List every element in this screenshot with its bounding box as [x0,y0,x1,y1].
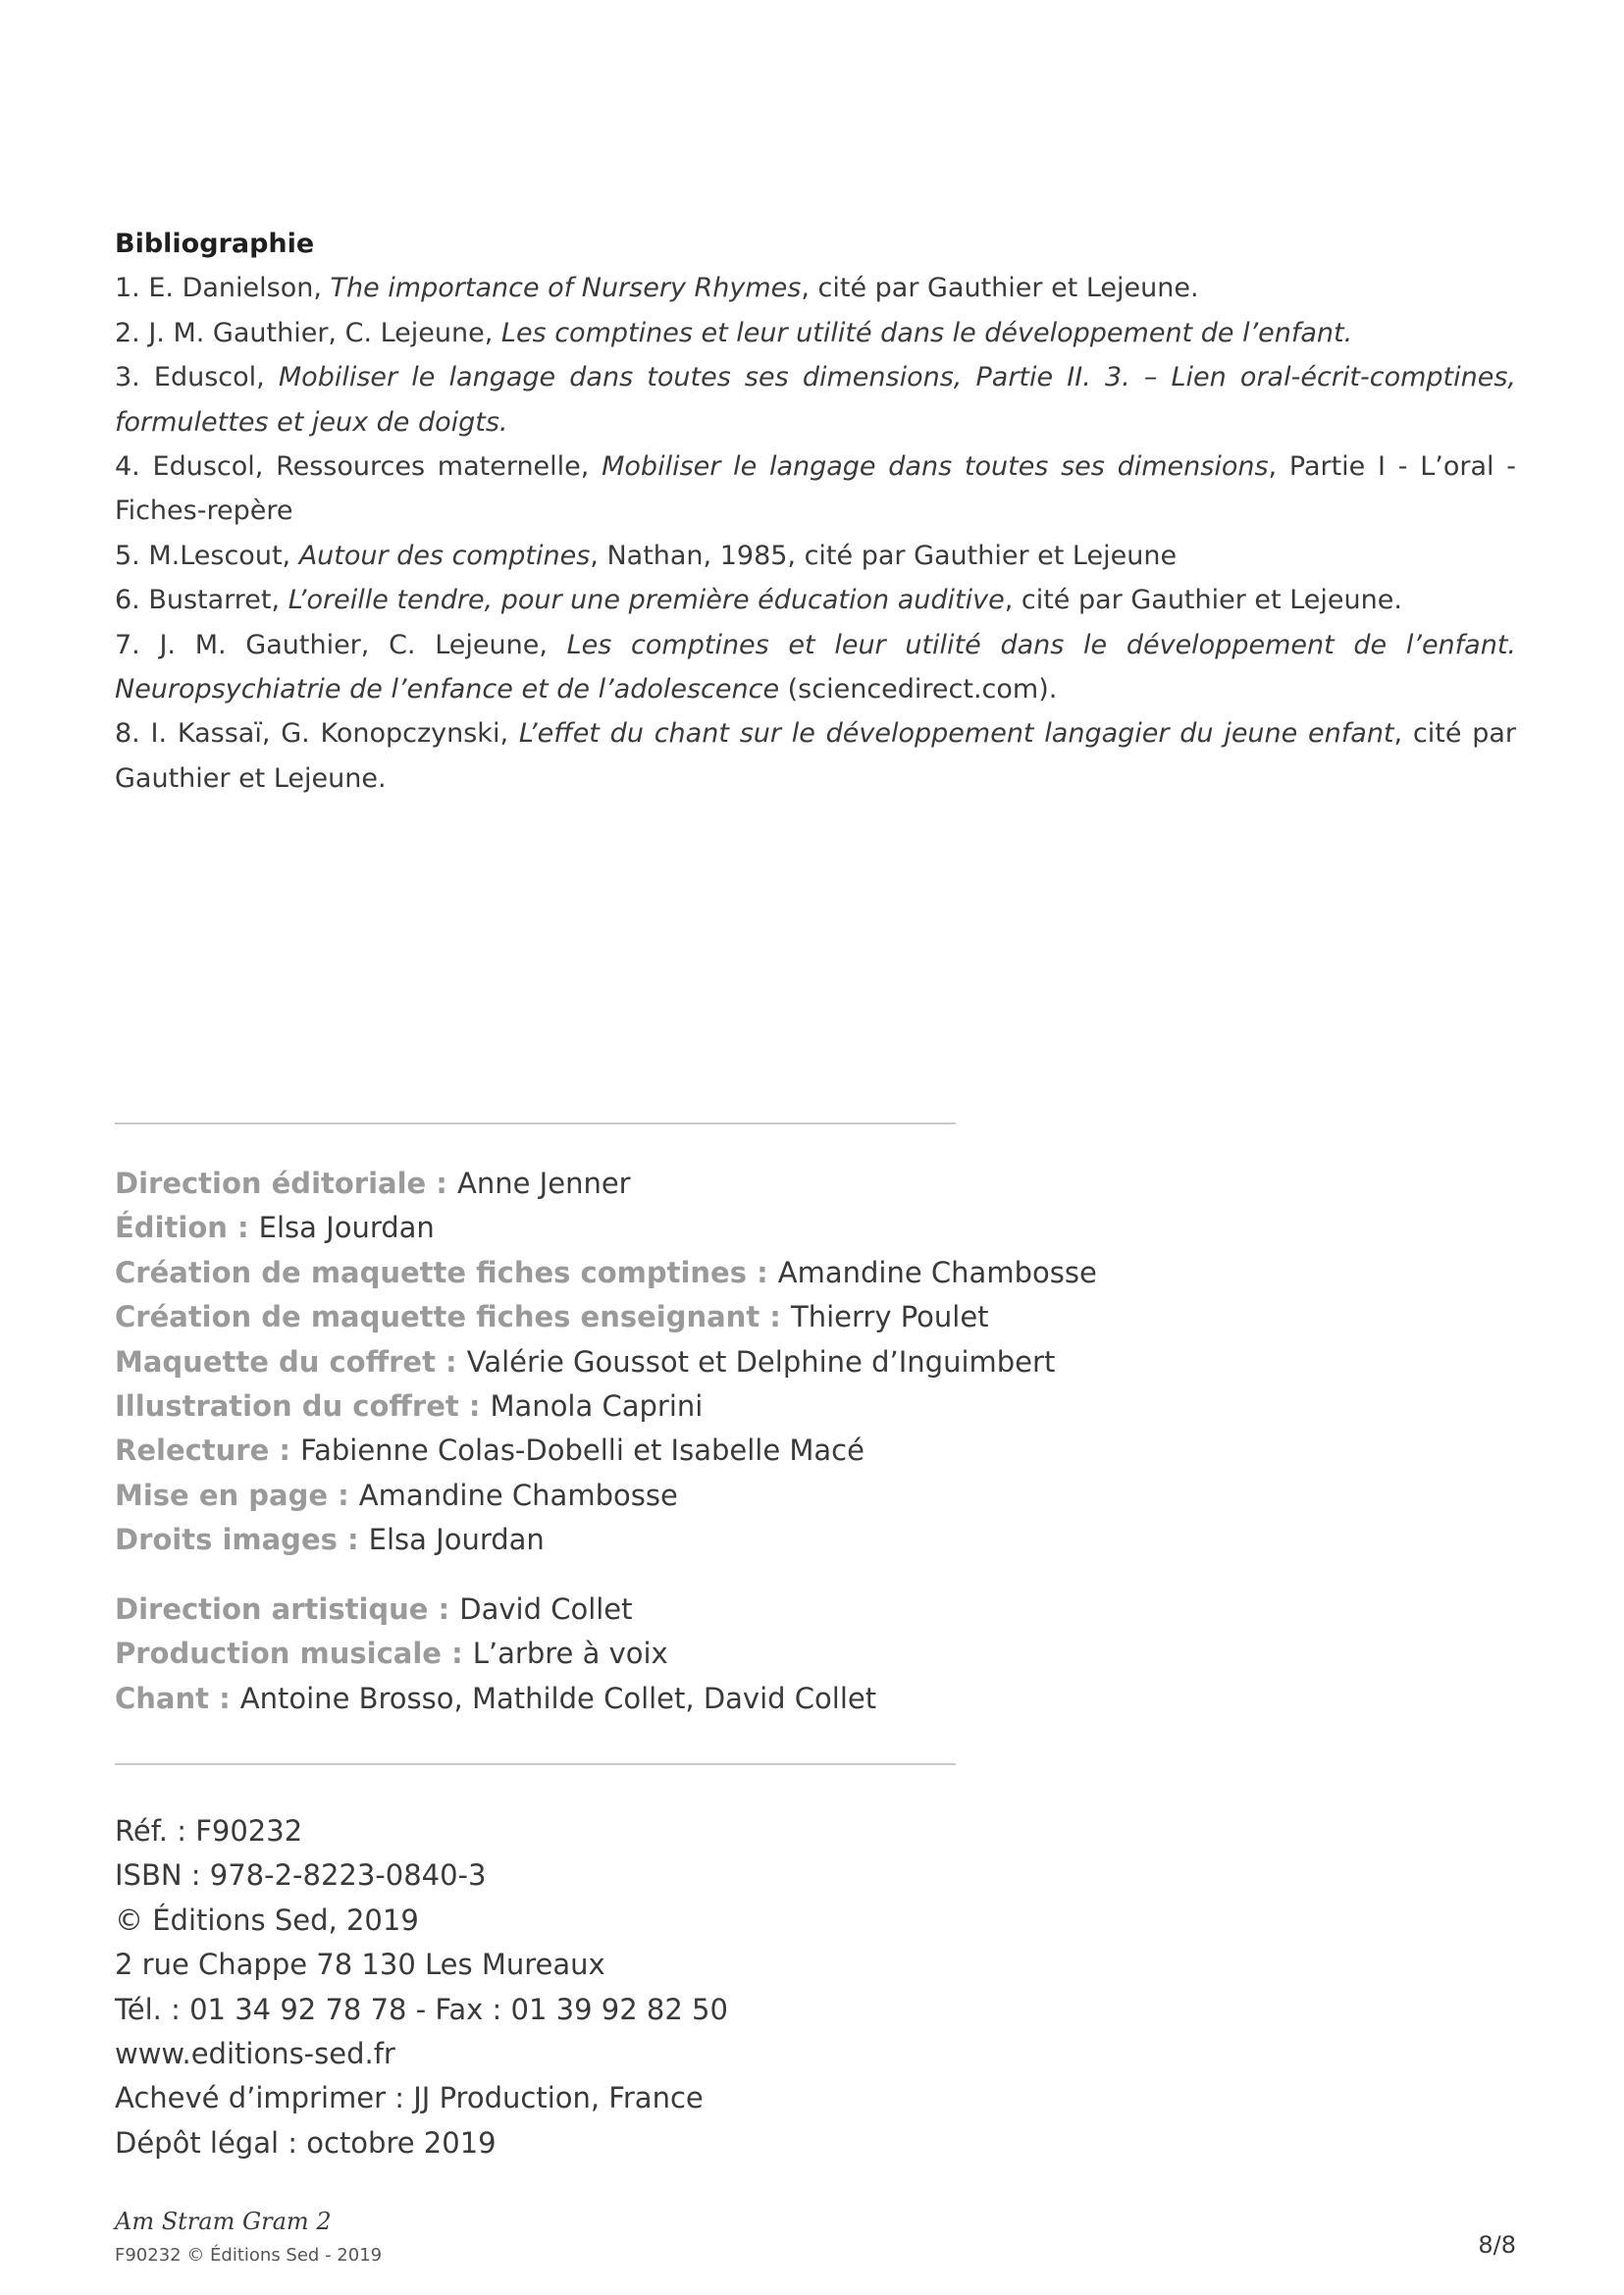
credit-line [115,1206,1194,1250]
bibliography-work-title: Les comptines et leur utilité dans le développement de l’enfant. Neuropsychiatrie de l’enfance et de l’adolescence [115,629,1516,705]
bibliography-author: 6. Bustarret, [115,585,288,616]
divider [115,1122,956,1124]
credit-label: Création de maquette fiches comptines : [115,1255,778,1289]
bibliography-work-title: Mobiliser le langage dans toutes ses dimensions [602,451,1269,483]
bibliography-author: 1. E. Danielson, [115,273,331,304]
credit-line [115,1384,1194,1429]
credit-line [115,1632,1194,1676]
credit-line [115,1677,1194,1721]
bibliography-title: Bibliographie [115,229,315,259]
bibliography-author: 3. Eduscol, [115,362,279,393]
bibliography-source: , Nathan, 1985, cité par Gauthier et Lejeune [590,540,1178,571]
bibliography-work-title: The importance of Nursery Rhymes [330,273,802,304]
credit-label: Édition : [115,1211,259,1245]
footer-title: Am Stram Gram 2 [115,2208,332,2235]
bibliography-author: 8. I. Kassaï, G. Konopczynski, [115,718,519,750]
bibliography-work-title: Autour des comptines [298,540,591,571]
bibliography-item [115,534,1516,578]
imprint-line: ISBN : 978-2-8223-0840-3 [115,1858,487,1893]
bibliography-item [115,311,1516,355]
credit-line [115,1588,1194,1632]
bibliography-item [115,578,1516,622]
bibliography-author: 2. J. M. Gauthier, C. Lejeune, [115,317,501,348]
imprint-line: 2 rue Chappe 78 130 Les Mureaux [115,1948,605,1982]
divider [115,1763,956,1765]
credit-value: Anne Jenner [457,1167,631,1200]
bibliography-list [115,266,1516,801]
credit-line [115,1162,1194,1206]
credit-value: Antoine Brosso, Mathilde Collet, David Collet [239,1681,877,1715]
imprint-line: © Éditions Sed, 2019 [115,1903,419,1937]
bibliography-author: 4. Eduscol, Ressources maternelle, [115,451,602,483]
bibliography-source: , cité par Gauthier et Lejeune. [1004,585,1402,616]
bibliography-source: , cité par Gauthier et Lejeune. [801,273,1199,304]
credit-line [115,1340,1194,1384]
credit-label: Chant : [115,1681,240,1715]
credit-value: Valérie Goussot et Delphine d’Inguimbert [466,1344,1056,1379]
bibliography-item [115,355,1516,444]
imprint-line: www.editions-sed.fr [115,2037,395,2071]
bibliography-source: , cité par Gauthier et Lejeune. [115,718,1517,794]
credit-value: David Collet [459,1592,633,1626]
bibliography-item [115,623,1516,712]
bibliography-item [115,711,1516,801]
credit-value: Elsa Jourdan [368,1523,545,1557]
bibliography-author: 7. J. M. Gauthier, C. Lejeune, [115,629,567,660]
artistic-credits [115,1588,1194,1721]
bibliography-item [115,444,1516,534]
credit-value: Fabienne Colas-Dobelli et Isabelle Macé [300,1434,864,1468]
credit-line [115,1518,1194,1562]
bibliography-source: (sciencedirect.com). [779,674,1058,705]
credit-value: Thierry Poulet [790,1300,989,1334]
credit-label: Maquette du coffret : [115,1344,467,1379]
credit-label: Production musicale : [115,1637,473,1671]
imprint-line: Réf. : F90232 [115,1814,303,1848]
imprint-line: Achevé d’imprimer : JJ Production, France [115,2081,704,2115]
bibliography-work-title: L’oreille tendre, pour une première éducation auditive [288,585,1005,616]
credit-label: Direction artistique : [115,1592,460,1626]
credit-label: Illustration du coffret : [115,1389,491,1424]
imprint-line: Tél. : 01 34 92 78 78 - Fax : 01 39 92 82 50 [115,1992,728,2026]
page-number: 8/8 [1478,2231,1516,2259]
credit-line [115,1251,1194,1295]
footer-ref: F90232 © Éditions Sed - 2019 [115,2245,383,2266]
credit-value: Amandine Chambosse [777,1255,1097,1289]
credit-value: L’arbre à voix [472,1637,668,1671]
bibliography-section [115,222,1516,801]
credit-label: Droits images : [115,1523,369,1557]
credit-label: Relecture : [115,1434,301,1468]
credit-label: Création de maquette fiches enseignant : [115,1300,791,1334]
editorial-credits [115,1162,1194,1563]
credit-value: Manola Caprini [490,1389,704,1424]
credit-value: Elsa Jourdan [258,1211,435,1245]
imprint-block [115,1809,728,2165]
bibliography-source: , Partie I - L’oral - Fiches-repère [115,451,1516,527]
bibliography-work-title: L’effet du chant sur le développement langagier du jeune enfant [518,718,1394,750]
imprint-line: Dépôt légal : octobre 2019 [115,2125,497,2160]
bibliography-author: 5. M.Lescout, [115,540,299,571]
bibliography-work-title: Mobiliser le langage dans toutes ses dimensions, Partie II. 3. – Lien oral-écrit-comptines, formulettes et jeux de doigts. [115,362,1516,438]
credit-line [115,1474,1194,1518]
credit-line [115,1429,1194,1473]
credit-label: Mise en page : [115,1478,359,1512]
credit-label: Direction éditoriale : [115,1167,458,1200]
credit-line [115,1295,1194,1339]
bibliography-item [115,266,1516,310]
bibliography-work-title: Les comptines et leur utilité dans le développement de l’enfant. [500,317,1353,348]
credit-value: Amandine Chambosse [358,1478,678,1512]
